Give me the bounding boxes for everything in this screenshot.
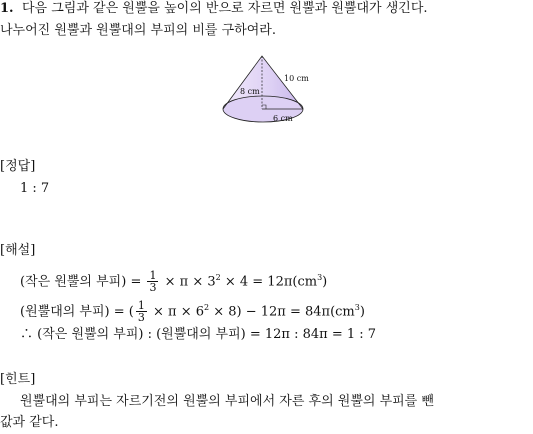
problem-line-1: 다음 그림과 같은 원뿔을 높이의 반으로 자르면 원뿔과 원뿔대가 생긴다.	[22, 1, 428, 16]
l2-exp: 2	[204, 303, 210, 312]
problem-number: 1.	[0, 1, 14, 16]
l1-prefix: (작은 원뿔의 부피) =	[20, 274, 146, 290]
explanation-line-2	[20, 294, 365, 326]
l2-unit-exp: 3	[354, 303, 360, 312]
l2-prefix: (원뿔대의 부피) = (	[20, 304, 134, 320]
radius-label: 6 cm	[273, 114, 293, 123]
slant-label: 10 cm	[284, 74, 309, 83]
frac-den: 3	[137, 311, 145, 325]
hint-line-2: 값과 같다.	[0, 415, 59, 430]
l1-unit-exp: 3	[317, 273, 323, 282]
answer-value: 1 : 7	[20, 181, 50, 196]
problem-line-2: 나누어진 원뿔과 원뿔대의 부피의 비를 구하여라.	[0, 23, 276, 38]
hint-heading: [힌트]	[0, 372, 36, 387]
l1-tail: × 4 = 12π(cm	[220, 274, 318, 290]
fraction-one-third	[147, 270, 158, 293]
explanation-heading: [해설]	[0, 243, 36, 258]
frac-num: 1	[149, 269, 157, 283]
height-label: 8 cm	[240, 87, 260, 96]
l2-tail: × 8) − 12π = 84π(cm	[209, 304, 355, 320]
frac-num: 1	[137, 299, 145, 313]
cone-figure	[218, 54, 318, 132]
l1-end: )	[322, 274, 328, 290]
explanation-line-3: ∴ (작은 원뿔의 부피) : (원뿔대의 부피) = 12π : 84π = 1 : 7	[20, 327, 377, 342]
l2-end: )	[359, 304, 365, 320]
answer-heading: [정답]	[0, 159, 36, 174]
frac-den: 3	[149, 281, 157, 295]
l1-exp: 2	[215, 273, 221, 282]
hint-line-1: 원뿔대의 부피는 자르기전의 원뿔의 부피에서 자른 후의 원뿔의 부피를 뺀	[20, 394, 434, 409]
fraction-one-third	[136, 300, 147, 323]
l2-mid: × π × 6	[148, 304, 204, 320]
explanation-line-1	[20, 264, 327, 296]
l1-mid: × π × 3	[160, 274, 216, 290]
